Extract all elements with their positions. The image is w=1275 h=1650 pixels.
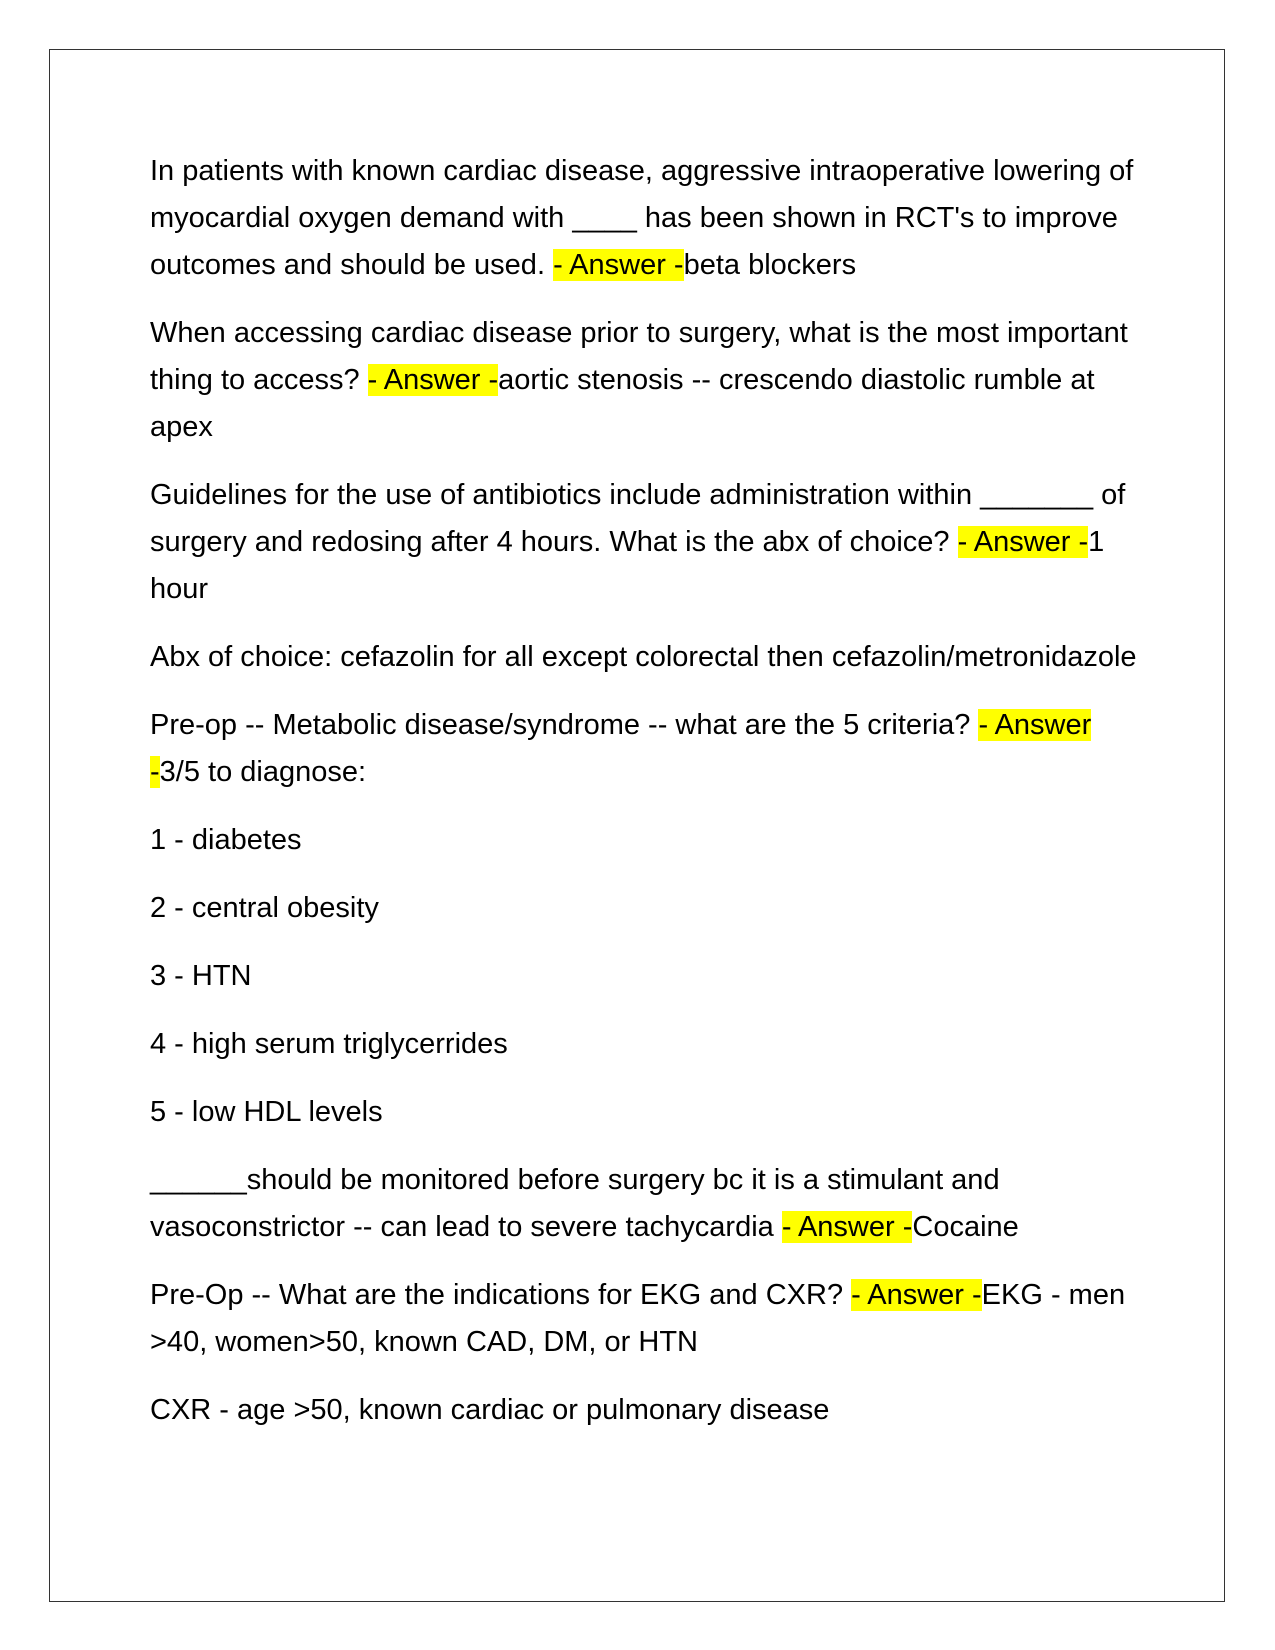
question-text: Pre-op -- Metabolic disease/syndrome -- what are the 5 criteria? (150, 709, 979, 741)
answer-text: 3/5 to diagnose: (159, 756, 367, 788)
text-paragraph: CXR - age >50, known cardiac or pulmonary disease (150, 1394, 830, 1426)
question-text: Guidelines for the use of antibiotics include administration within _______ of surgery and redosing after 4 hours. What is the abx of choice? (150, 479, 1126, 558)
list-item: 2 - central obesity (150, 892, 379, 924)
list-item: 4 - high serum triglycerrides (150, 1028, 508, 1060)
question-text: When accessing cardiac disease prior to surgery, what is the most important thing to access? (150, 317, 1128, 396)
qa-paragraph (150, 148, 1140, 289)
list-item: 5 - low HDL levels (150, 1096, 383, 1128)
answer-text: Cocaine (912, 1211, 1019, 1243)
answer-text: beta blockers (683, 249, 857, 281)
answer-marker: - Answer - (367, 364, 499, 396)
qa-paragraph (150, 310, 1140, 451)
question-text: In patients with known cardiac disease, aggressive intraoperative lowering of myocardial oxygen demand with ____ has been shown in RCT's to improve outcomes and should be used. (150, 155, 1134, 281)
question-text: Pre-Op -- What are the indications for EKG and CXR? (150, 1279, 852, 1311)
answer-marker: - Answer - (781, 1211, 913, 1243)
answer-marker: - Answer - (150, 709, 1092, 788)
qa-paragraph (150, 702, 1140, 796)
answer-marker: - Answer - (851, 1279, 982, 1311)
qa-paragraph (150, 1157, 1140, 1251)
list-item: 1 - diabetes (150, 824, 302, 856)
list-item: 3 - HTN (150, 960, 252, 992)
document-body (150, 148, 1140, 1455)
answer-text: 1 hour (150, 526, 1105, 605)
answer-text: aortic stenosis -- crescendo diastolic rumble at apex (150, 364, 1095, 443)
qa-paragraph (150, 472, 1140, 613)
question-text: ______should be monitored before surgery bc it is a stimulant and vasoconstrictor -- can lead to severe tachycardia (150, 1164, 1000, 1243)
answer-text: EKG - men >40, women>50, known CAD, DM, or HTN (150, 1279, 1126, 1358)
answer-marker: - Answer - (957, 526, 1089, 558)
answer-marker: - Answer - (553, 249, 684, 281)
text-paragraph: Abx of choice: cefazolin for all except colorectal then cefazolin/metronidazole (150, 641, 1137, 673)
qa-paragraph (150, 1272, 1140, 1366)
